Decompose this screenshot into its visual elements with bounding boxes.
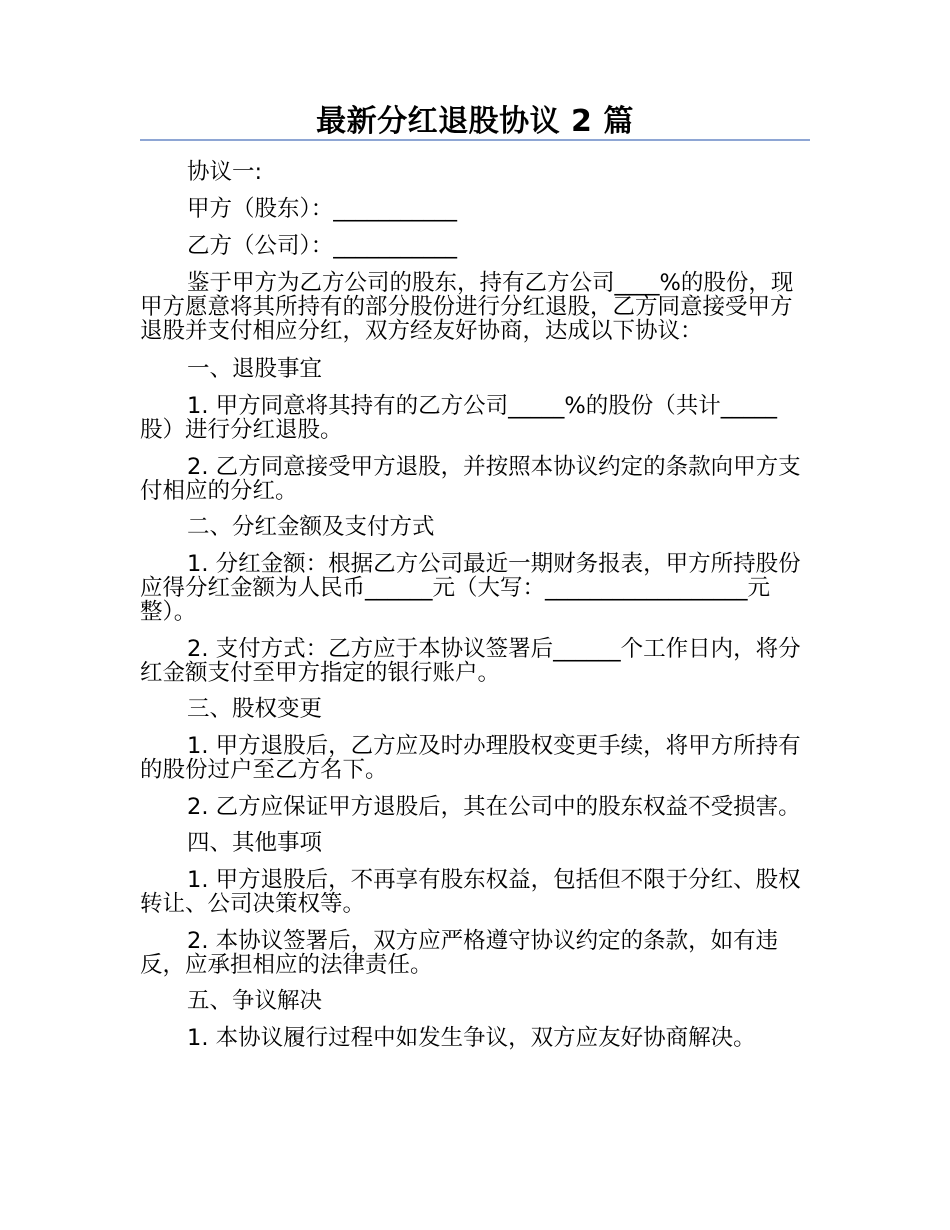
agreement-label: 协议一:	[187, 159, 263, 185]
clause-4-1: 1. 甲方退股后，不再享有股东权益，包括但不限于分红、股权转让、公司决策权等。	[140, 867, 801, 917]
clause-2-1: 1. 分红金额：根据乙方公司最近一期财务报表，甲方所持股份应得分红金额为人民币______元（大写：__________________元整）。	[140, 551, 801, 625]
title-underline	[140, 139, 810, 141]
clause-1-1: 1. 甲方同意将其持有的乙方公司_____%的股份（共计_____股）进行分红退股。	[140, 393, 777, 443]
clause-2-2: 2. 支付方式：乙方应于本协议签署后______个工作日内，将分红金额支付至甲方指定的银行账户。	[140, 636, 801, 686]
clause-3-2: 2. 乙方应保证甲方退股后，其在公司中的股东权益不受损害。	[187, 794, 801, 820]
section-heading-4: 四、其他事项	[187, 830, 323, 856]
party-a-line: 甲方（股东）：___________	[187, 196, 458, 222]
section-heading-2: 二、分红金额及支付方式	[187, 514, 435, 540]
clause-3-1: 1. 甲方退股后，乙方应及时办理股权变更手续，将甲方所持有的股份过户至乙方名下。	[140, 733, 801, 783]
document-page	[140, 100, 810, 1050]
section-heading-1: 一、退股事宜	[187, 356, 323, 382]
clause-1-2: 2. 乙方同意接受甲方退股，并按照本协议约定的条款向甲方支付相应的分红。	[140, 454, 801, 504]
clause-5-1: 1. 本协议履行过程中如发生争议，双方应友好协商解决。	[187, 1025, 756, 1051]
clause-4-2: 2. 本协议签署后，双方应严格遵守协议约定的条款，如有违反，应承担相应的法律责任。	[140, 928, 779, 978]
title-block	[140, 100, 810, 142]
section-heading-3: 三、股权变更	[187, 696, 323, 722]
document-title: 最新分红退股协议 2 篇	[316, 104, 634, 139]
section-heading-5: 五、争议解决	[187, 988, 323, 1014]
preamble-paragraph: 鉴于甲方为乙方公司的股东，持有乙方公司____%的股份，现甲方愿意将其所持有的部分股份进行分红退股，乙方同意接受甲方退股并支付相应分红，双方经友好协商，达成以下协议：	[140, 270, 794, 344]
party-b-line: 乙方（公司）：___________	[187, 233, 458, 259]
